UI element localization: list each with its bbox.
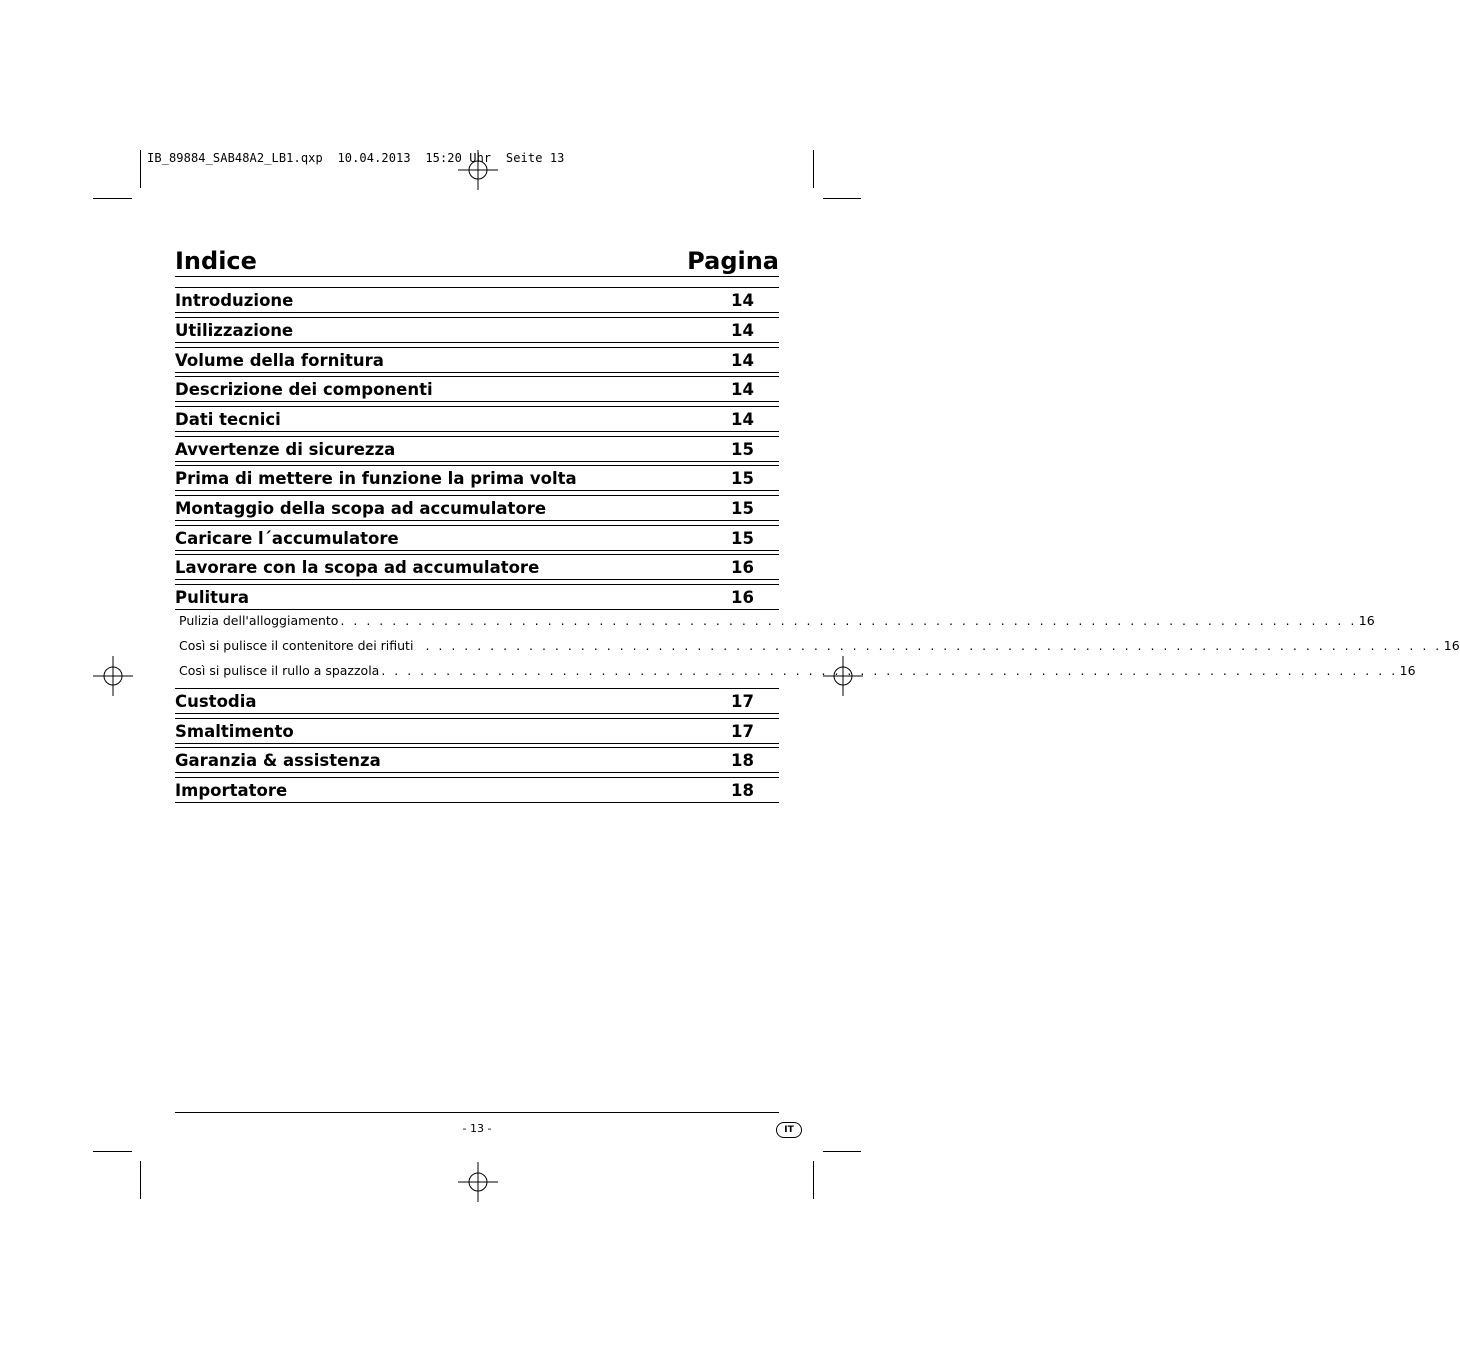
toc-subentry[interactable]: Così si pulisce il rullo a spazzola . . . . . . . . . . . . . . . . . . . . . . . . . . . . . . . . . . . . . . . . . . . . . . . . . . . . . . . . . . . . . . . . . . . . . . . . . . . . . . . 16 [179,663,1416,678]
toc-entry[interactable]: Caricare l´accumulatore 15 [175,525,779,551]
toc-entry[interactable]: Smaltimento 17 [175,718,779,744]
toc-entry[interactable]: Avvertenze di sicurezza 15 [175,436,779,462]
toc-entry[interactable]: Importatore 18 [175,777,779,803]
dot-leader: . . . . . . . . . . . . . . . . . . . . . . . . . . . . . . . . . . . . . . . . . . . . . . . . . . . . . . . . . . . . . . . . . . . . . . . . . . . . . . . [340,613,1357,628]
toc-entry[interactable]: Introduzione 14 [175,287,779,313]
dot-leader: . . . . . . . . . . . . . . . . . . . . . . . . . . . . . . . . . . . . . . . . . . . . . . . . . . . . . . . . . . . . . . . . . . . . . . . . . . . . . . . [381,663,1398,678]
toc-page-heading: Pagina [687,247,779,275]
crop-mark [93,1151,132,1152]
toc-entry[interactable]: Utilizzazione 14 [175,317,779,343]
toc-entry[interactable]: Prima di mettere in funzione la prima volta 15 [175,465,779,491]
table-of-contents [175,240,1460,800]
toc-header [175,240,779,277]
crop-mark [823,198,861,199]
toc-entry[interactable]: Lavorare con la scopa ad accumulatore 16 [175,554,779,580]
registration-mark-icon [93,656,133,696]
footer-divider [175,1112,779,1113]
registration-mark-icon [458,1162,498,1202]
crop-mark [93,198,132,199]
toc-subentry[interactable]: Pulizia dell'alloggiamento . . . . . . . . . . . . . . . . . . . . . . . . . . . . . . . . . . . . . . . . . . . . . . . . . . . . . . . . . . . . . . . . . . . . . . . . . . . . . . . 16 [179,613,1375,628]
page-number: - 13 - [462,1122,492,1135]
dot-leader: . . . . . . . . . . . . . . . . . . . . . . . . . . . . . . . . . . . . . . . . . . . . . . . . . . . . . . . . . . . . . . . . . . . . . . . . . . . . . . . [425,638,1442,653]
toc-subentry[interactable]: Così si pulisce il contenitore dei rifiuti . . . . . . . . . . . . . . . . . . . . . . . . . . . . . . . . . . . . . . . . . . . . . . . . . . . . . . . . . . . . . . . . . . . . . . . . . . . . . . . 16 [179,638,1460,653]
crop-mark [140,1161,141,1199]
crop-mark [813,1161,814,1199]
print-slug: IB_89884_SAB48A2_LB1.qxp 10.04.2013 15:20 Uhr Seite 13 [147,151,565,165]
toc-entry[interactable]: Descrizione dei componenti 14 [175,376,779,402]
toc-entry[interactable]: Dati tecnici 14 [175,406,779,432]
crop-mark [140,150,141,188]
toc-entry[interactable]: Custodia 17 [175,688,779,714]
crop-mark [823,1151,861,1152]
language-badge: IT [776,1122,802,1138]
toc-entry[interactable]: Montaggio della scopa ad accumulatore 15 [175,495,779,521]
registration-mark-icon [458,150,498,190]
crop-mark [813,150,814,188]
toc-entry[interactable]: Volume della fornitura 14 [175,347,779,373]
toc-title: Indice [175,247,257,275]
toc-entry[interactable]: Garanzia & assistenza 18 [175,747,779,773]
toc-entry[interactable]: Pulitura 16 [175,584,779,610]
